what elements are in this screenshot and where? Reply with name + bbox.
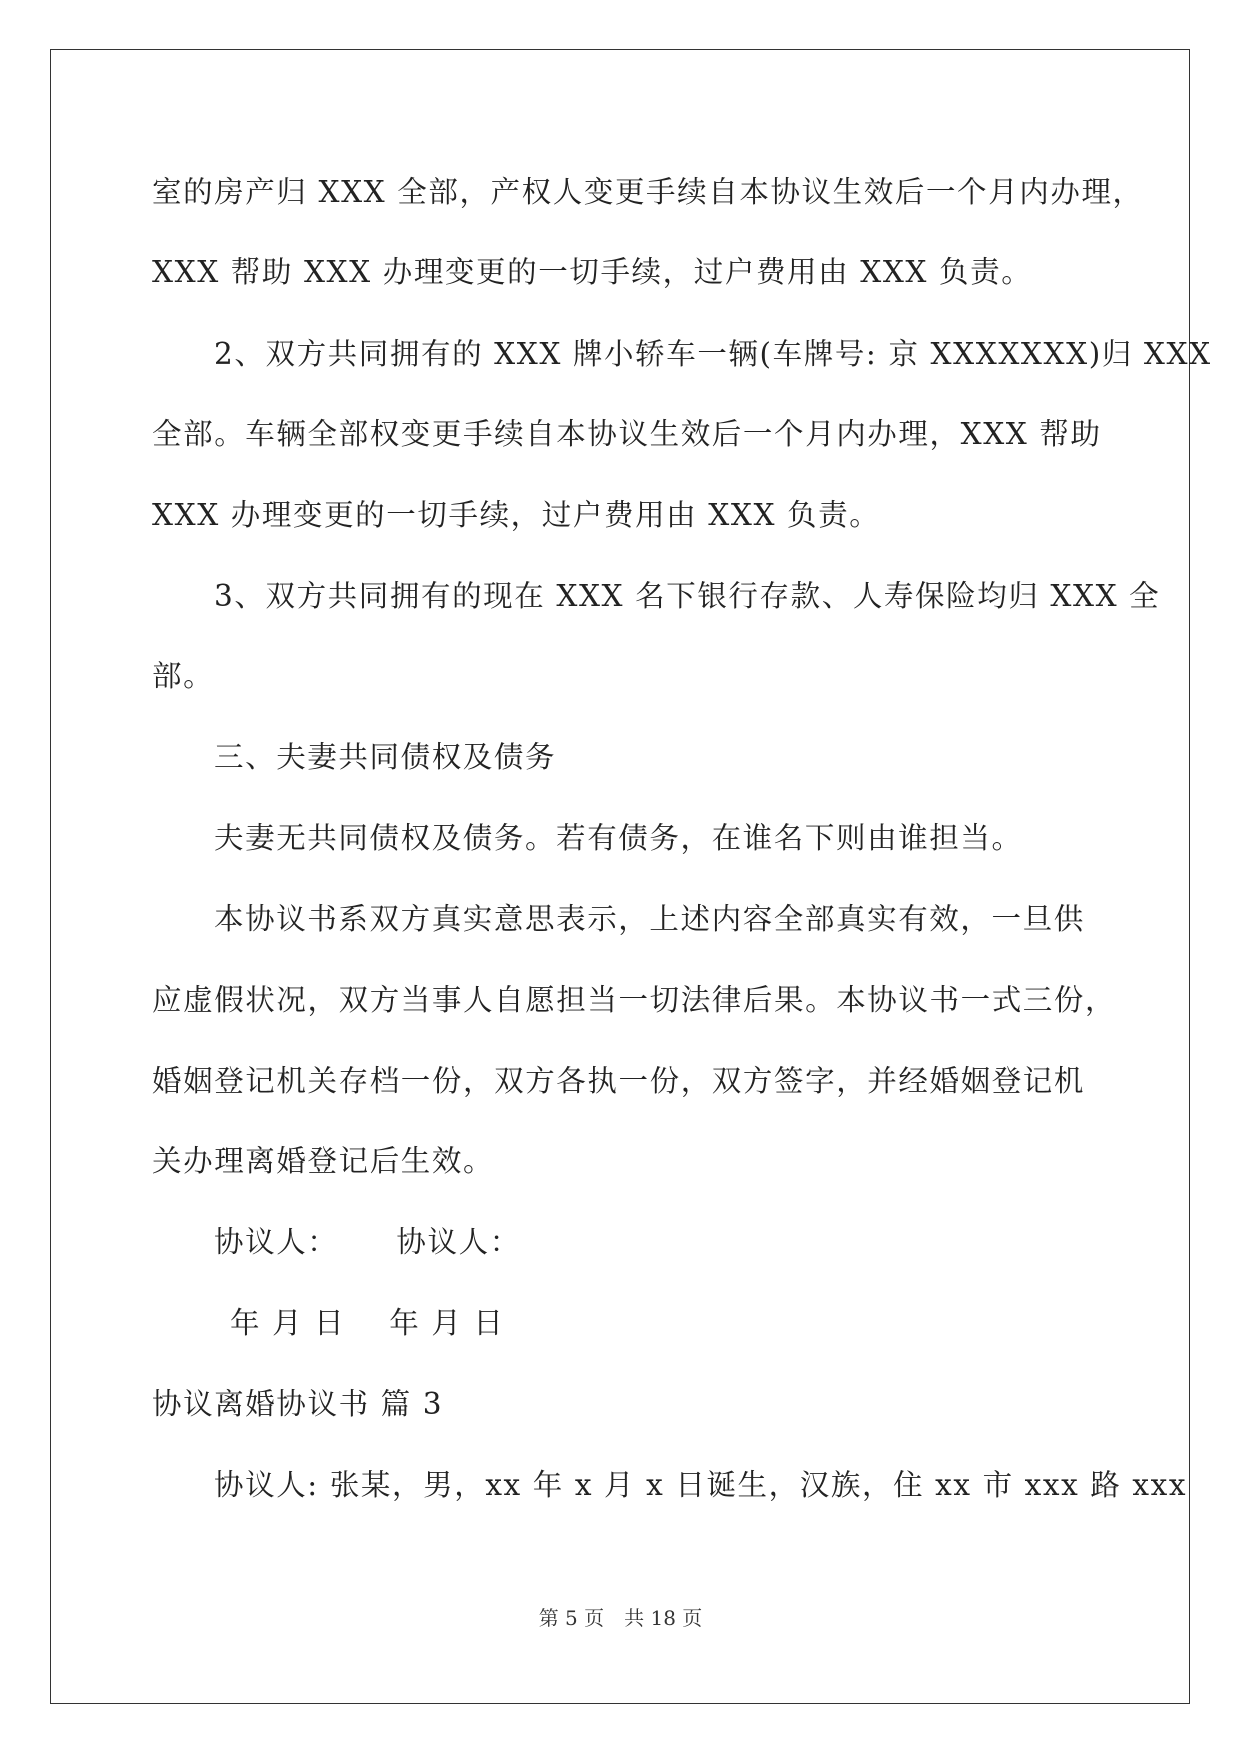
- page-frame: [50, 49, 1190, 1704]
- debts-paragraph: 夫妻无共同债权及债务。若有债务，在谁名下则由谁担当。: [214, 821, 1023, 855]
- party-b-signature-label: 协议人：: [396, 1225, 521, 1259]
- clause-2-line-2: 全部。车辆全部权变更手续自本协议生效后一个月内办理，XXX 帮助: [152, 417, 1102, 451]
- section-heading-debts: 三、夫妻共同债权及债务: [214, 740, 557, 774]
- date-row: [230, 1305, 505, 1341]
- signature-row: [214, 1224, 521, 1260]
- section-title: 协议离婚协议书 篇 3: [152, 1387, 444, 1421]
- closing-paragraph-line-1: 本协议书系双方真实意思表示，上述内容全部真实有效，一旦供: [214, 902, 1085, 936]
- clause-2-line-3: XXX 办理变更的一切手续，过户费用由 XXX 负责。: [152, 498, 881, 532]
- closing-paragraph-line-3: 婚姻登记机关存档一份，双方各执一份，双方签字，并经婚姻登记机: [152, 1064, 1086, 1098]
- closing-paragraph-line-2: 应虚假状况，双方当事人自愿担当一切法律后果。本协议书一式三份，: [152, 983, 1117, 1017]
- page-footer: 第 5 页 共 18 页: [538, 1606, 703, 1630]
- clause-3-line-1: 3、双方共同拥有的现在 XXX 名下银行存款、人寿保险均归 XXX 全: [214, 579, 1161, 613]
- closing-paragraph-line-4: 关办理离婚登记后生效。: [152, 1144, 495, 1178]
- party-b-date: 年 月 日: [389, 1306, 505, 1340]
- clause-3-line-2: 部。: [152, 659, 215, 693]
- party-info-line: 协议人: 张某，男，xx 年 x 月 x 日诞生，汉族，住 xx 市 xxx 路 xxx: [214, 1468, 1188, 1502]
- party-a-date: 年 月 日: [230, 1306, 346, 1340]
- body-line-1: 室的房产归 XXX 全部，产权人变更手续自本协议生效后一个月内办理，: [152, 175, 1144, 209]
- clause-2-line-1: 2、双方共同拥有的 XXX 牌小轿车一辆(车牌号: 京 XXXXXXX)归 XXX: [214, 337, 1212, 371]
- party-a-signature-label: 协议人：: [214, 1225, 339, 1259]
- body-line-2: XXX 帮助 XXX 办理变更的一切手续，过户费用由 XXX 负责。: [152, 255, 1033, 289]
